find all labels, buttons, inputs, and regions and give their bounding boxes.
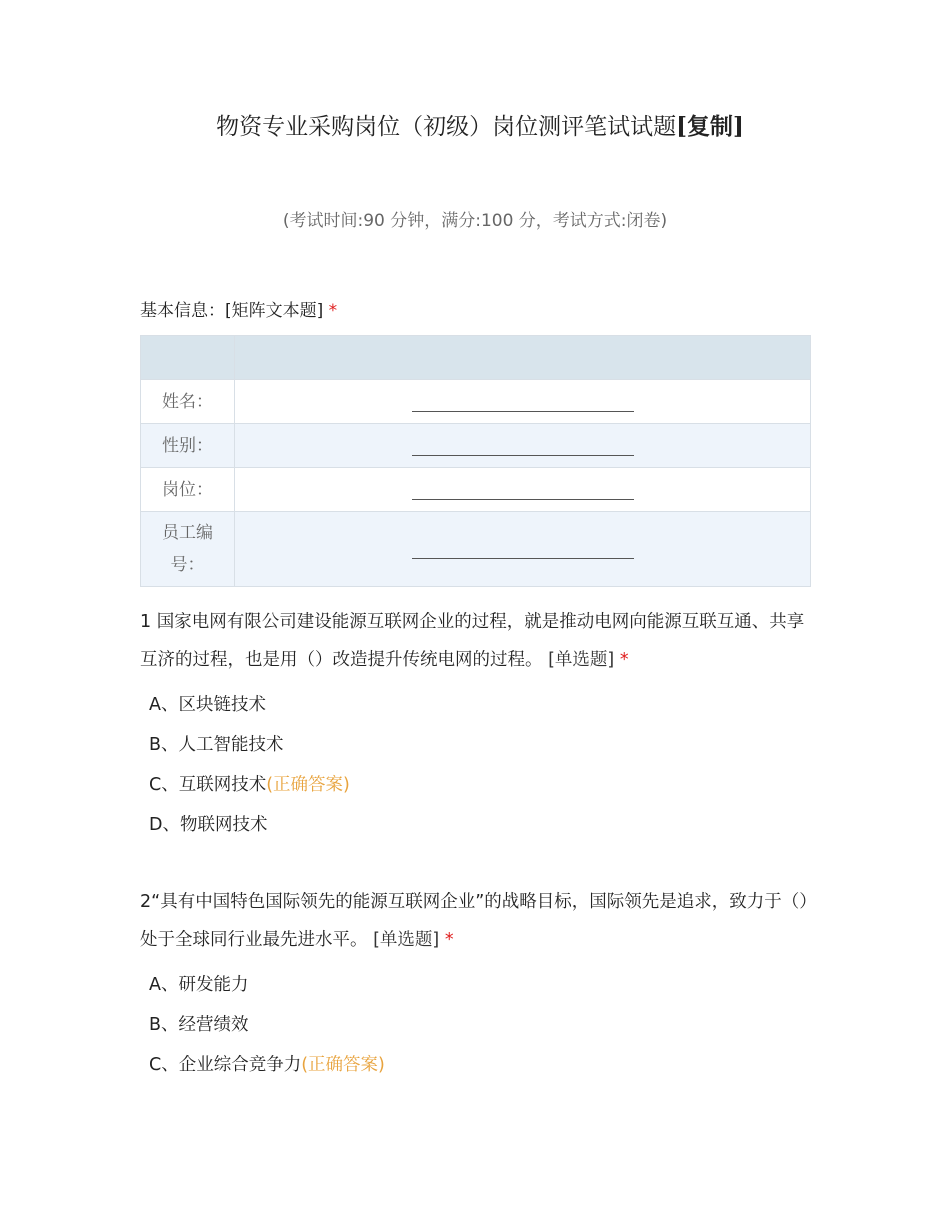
- question-1-option-a[interactable]: [149, 692, 266, 718]
- question-1-option-c[interactable]: [149, 772, 350, 798]
- matrix-row-employee-id: [141, 512, 811, 587]
- question-1-option-d[interactable]: [149, 812, 267, 838]
- employee-id-label: [141, 512, 235, 587]
- question-2-option-c[interactable]: [149, 1052, 385, 1078]
- question-type: [单选题]: [373, 930, 440, 950]
- correct-answer-tag: (正确答案): [266, 775, 350, 795]
- position-label: 岗位：: [141, 468, 235, 512]
- matrix-header-row: [141, 336, 811, 380]
- matrix-row-position: [141, 468, 811, 512]
- option-text: D、物联网技术: [149, 815, 268, 835]
- question-type: [单选题]: [548, 650, 615, 670]
- matrix-row-name: [141, 380, 811, 424]
- option-text: C、企业综合竞争力: [149, 1055, 302, 1075]
- option-text: A、区块链技术: [149, 695, 266, 715]
- matrix-row-gender: [141, 424, 811, 468]
- correct-answer-tag: (正确答案): [301, 1055, 385, 1075]
- gender-blank-line: [412, 455, 634, 456]
- gender-field[interactable]: [235, 424, 811, 468]
- basic-info-label: 基本信息：[矩阵文本题]: [140, 301, 324, 321]
- required-mark: *: [328, 301, 338, 321]
- required-mark: *: [444, 930, 454, 950]
- question-number: 2: [140, 892, 152, 912]
- matrix-header-cell: [235, 336, 811, 380]
- question-number: 1: [140, 612, 152, 632]
- employee-id-field[interactable]: [235, 512, 811, 587]
- employee-id-label-line2: 号：: [170, 555, 205, 575]
- position-field[interactable]: [235, 468, 811, 512]
- name-field[interactable]: [235, 380, 811, 424]
- name-label: 姓名：: [141, 380, 235, 424]
- name-blank-line: [412, 411, 634, 412]
- option-text: B、经营绩效: [149, 1015, 249, 1035]
- matrix-header-corner: [141, 336, 235, 380]
- gender-label: 性别：: [141, 424, 235, 468]
- basic-info-matrix: [140, 335, 811, 587]
- copy-tag: [复制]: [676, 113, 744, 140]
- employee-id-label-line1: 员工编: [162, 523, 213, 543]
- question-2-option-a[interactable]: [149, 972, 248, 998]
- required-mark: *: [619, 650, 629, 670]
- option-text: B、人工智能技术: [149, 735, 284, 755]
- option-text: C、互联网技术: [149, 775, 267, 795]
- survey-title: [0, 110, 950, 144]
- question-text: “具有中国特色国际领先的能源互联网企业”的战略目标，国际领先是追求，致力于（）处于全球同行业最先进水平。: [140, 892, 809, 950]
- position-blank-line: [412, 499, 634, 500]
- question-2: [140, 883, 815, 959]
- question-2-option-b[interactable]: [149, 1012, 249, 1038]
- question-1-option-b[interactable]: [149, 732, 284, 758]
- employee-id-blank-line: [412, 558, 634, 559]
- survey-title-text: 物资专业采购岗位（初级）岗位测评笔试试题: [216, 114, 677, 140]
- exam-instructions: (考试时间:90 分钟，满分:100 分，考试方式:闭卷): [282, 211, 668, 231]
- option-text: A、研发能力: [149, 975, 249, 995]
- basic-info-question: [140, 298, 337, 324]
- question-text: 国家电网有限公司建设能源互联网企业的过程，就是推动电网向能源互联互通、共享互济的过程，也是用（）改造提升传统电网的过程。: [140, 612, 805, 670]
- question-1: [140, 603, 815, 679]
